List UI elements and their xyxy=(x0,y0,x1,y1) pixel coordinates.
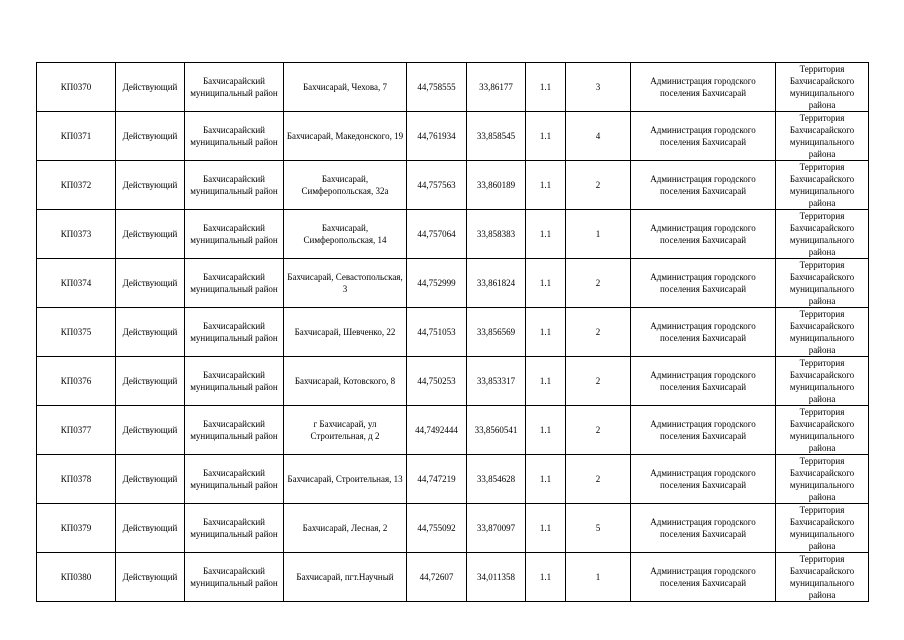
latitude-cell: 44,747219 xyxy=(407,455,467,504)
table-row xyxy=(37,63,869,112)
district-cell: Бахчисарайский муниципальный район xyxy=(185,357,284,406)
address-cell: Бахчисарай, Лесная, 2 xyxy=(284,504,407,553)
code-cell: 1.1 xyxy=(526,259,566,308)
district-cell: Бахчисарайский муниципальный район xyxy=(185,455,284,504)
count-cell: 2 xyxy=(566,161,631,210)
administration-cell: Администрация городского поселения Бахчисарай xyxy=(631,504,776,553)
territory-cell: Территория Бахчисарайского муниципального района xyxy=(776,210,869,259)
site-id-cell: КП0377 xyxy=(37,406,116,455)
administration-cell: Администрация городского поселения Бахчисарай xyxy=(631,308,776,357)
status-cell: Действующий xyxy=(116,63,185,112)
district-cell: Бахчисарайский муниципальный район xyxy=(185,406,284,455)
table-row xyxy=(37,504,869,553)
district-cell: Бахчисарайский муниципальный район xyxy=(185,63,284,112)
site-id-cell: КП0376 xyxy=(37,357,116,406)
latitude-cell: 44,7492444 xyxy=(407,406,467,455)
count-cell: 2 xyxy=(566,455,631,504)
administration-cell: Администрация городского поселения Бахчисарай xyxy=(631,161,776,210)
territory-cell: Территория Бахчисарайского муниципального района xyxy=(776,406,869,455)
status-cell: Действующий xyxy=(116,406,185,455)
territory-cell: Территория Бахчисарайского муниципального района xyxy=(776,504,869,553)
table-row xyxy=(37,112,869,161)
count-cell: 2 xyxy=(566,259,631,308)
address-cell: Бахчисарай, пгт.Научный xyxy=(284,553,407,602)
count-cell: 3 xyxy=(566,63,631,112)
address-cell: Бахчисарай, Котовского, 8 xyxy=(284,357,407,406)
longitude-cell: 33,853317 xyxy=(467,357,526,406)
site-id-cell: КП0370 xyxy=(37,63,116,112)
status-cell: Действующий xyxy=(116,161,185,210)
table-row xyxy=(37,161,869,210)
code-cell: 1.1 xyxy=(526,112,566,161)
latitude-cell: 44,751053 xyxy=(407,308,467,357)
count-cell: 2 xyxy=(566,357,631,406)
code-cell: 1.1 xyxy=(526,455,566,504)
address-cell: Бахчисарай, Шевченко, 22 xyxy=(284,308,407,357)
latitude-cell: 44,752999 xyxy=(407,259,467,308)
table-row xyxy=(37,210,869,259)
table-row xyxy=(37,357,869,406)
latitude-cell: 44,755092 xyxy=(407,504,467,553)
longitude-cell: 33,86177 xyxy=(467,63,526,112)
count-cell: 1 xyxy=(566,553,631,602)
latitude-cell: 44,761934 xyxy=(407,112,467,161)
district-cell: Бахчисарайский муниципальный район xyxy=(185,259,284,308)
address-cell: Бахчисарай, Севастопольская, 3 xyxy=(284,259,407,308)
administration-cell: Администрация городского поселения Бахчисарай xyxy=(631,63,776,112)
status-cell: Действующий xyxy=(116,553,185,602)
site-id-cell: КП0379 xyxy=(37,504,116,553)
code-cell: 1.1 xyxy=(526,161,566,210)
longitude-cell: 33,854628 xyxy=(467,455,526,504)
site-id-cell: КП0378 xyxy=(37,455,116,504)
site-id-cell: КП0371 xyxy=(37,112,116,161)
count-cell: 2 xyxy=(566,308,631,357)
status-cell: Действующий xyxy=(116,357,185,406)
address-cell: г Бахчисарай, ул Строительная, д 2 xyxy=(284,406,407,455)
code-cell: 1.1 xyxy=(526,357,566,406)
code-cell: 1.1 xyxy=(526,63,566,112)
table-row xyxy=(37,553,869,602)
code-cell: 1.1 xyxy=(526,553,566,602)
district-cell: Бахчисарайский муниципальный район xyxy=(185,504,284,553)
territory-cell: Территория Бахчисарайского муниципального района xyxy=(776,63,869,112)
table-body xyxy=(37,63,869,602)
administration-cell: Администрация городского поселения Бахчисарай xyxy=(631,553,776,602)
territory-cell: Территория Бахчисарайского муниципального района xyxy=(776,553,869,602)
district-cell: Бахчисарайский муниципальный район xyxy=(185,161,284,210)
table-row xyxy=(37,406,869,455)
site-id-cell: КП0380 xyxy=(37,553,116,602)
longitude-cell: 33,8560541 xyxy=(467,406,526,455)
latitude-cell: 44,757064 xyxy=(407,210,467,259)
address-cell: Бахчисарай, Симферопольская, 32а xyxy=(284,161,407,210)
longitude-cell: 33,858545 xyxy=(467,112,526,161)
longitude-cell: 33,860189 xyxy=(467,161,526,210)
code-cell: 1.1 xyxy=(526,504,566,553)
administration-cell: Администрация городского поселения Бахчисарай xyxy=(631,357,776,406)
address-cell: Бахчисарай, Симферопольская, 14 xyxy=(284,210,407,259)
site-id-cell: КП0372 xyxy=(37,161,116,210)
district-cell: Бахчисарайский муниципальный район xyxy=(185,112,284,161)
status-cell: Действующий xyxy=(116,112,185,161)
site-id-cell: КП0375 xyxy=(37,308,116,357)
status-cell: Действующий xyxy=(116,308,185,357)
table-row xyxy=(37,308,869,357)
site-id-cell: КП0373 xyxy=(37,210,116,259)
count-cell: 1 xyxy=(566,210,631,259)
longitude-cell: 33,870097 xyxy=(467,504,526,553)
longitude-cell: 33,856569 xyxy=(467,308,526,357)
address-cell: Бахчисарай, Чехова, 7 xyxy=(284,63,407,112)
table-row xyxy=(37,259,869,308)
count-cell: 2 xyxy=(566,406,631,455)
status-cell: Действующий xyxy=(116,504,185,553)
administration-cell: Администрация городского поселения Бахчисарай xyxy=(631,455,776,504)
latitude-cell: 44,758555 xyxy=(407,63,467,112)
administration-cell: Администрация городского поселения Бахчисарай xyxy=(631,259,776,308)
count-cell: 4 xyxy=(566,112,631,161)
address-cell: Бахчисарай, Строительная, 13 xyxy=(284,455,407,504)
district-cell: Бахчисарайский муниципальный район xyxy=(185,210,284,259)
status-cell: Действующий xyxy=(116,259,185,308)
latitude-cell: 44,757563 xyxy=(407,161,467,210)
longitude-cell: 33,858383 xyxy=(467,210,526,259)
code-cell: 1.1 xyxy=(526,406,566,455)
territory-cell: Территория Бахчисарайского муниципального района xyxy=(776,112,869,161)
territory-cell: Территория Бахчисарайского муниципального района xyxy=(776,161,869,210)
territory-cell: Территория Бахчисарайского муниципального района xyxy=(776,357,869,406)
address-cell: Бахчисарай, Македонского, 19 xyxy=(284,112,407,161)
district-cell: Бахчисарайский муниципальный район xyxy=(185,553,284,602)
site-id-cell: КП0374 xyxy=(37,259,116,308)
count-cell: 5 xyxy=(566,504,631,553)
code-cell: 1.1 xyxy=(526,308,566,357)
administration-cell: Администрация городского поселения Бахчисарай xyxy=(631,112,776,161)
code-cell: 1.1 xyxy=(526,210,566,259)
longitude-cell: 33,861824 xyxy=(467,259,526,308)
territory-cell: Территория Бахчисарайского муниципального района xyxy=(776,259,869,308)
status-cell: Действующий xyxy=(116,455,185,504)
district-cell: Бахчисарайский муниципальный район xyxy=(185,308,284,357)
status-cell: Действующий xyxy=(116,210,185,259)
longitude-cell: 34,011358 xyxy=(467,553,526,602)
latitude-cell: 44,750253 xyxy=(407,357,467,406)
latitude-cell: 44,72607 xyxy=(407,553,467,602)
territory-cell: Территория Бахчисарайского муниципального района xyxy=(776,308,869,357)
administration-cell: Администрация городского поселения Бахчисарай xyxy=(631,210,776,259)
table-row xyxy=(37,455,869,504)
territory-cell: Территория Бахчисарайского муниципального района xyxy=(776,455,869,504)
administration-cell: Администрация городского поселения Бахчисарай xyxy=(631,406,776,455)
container-site-table xyxy=(36,62,869,602)
